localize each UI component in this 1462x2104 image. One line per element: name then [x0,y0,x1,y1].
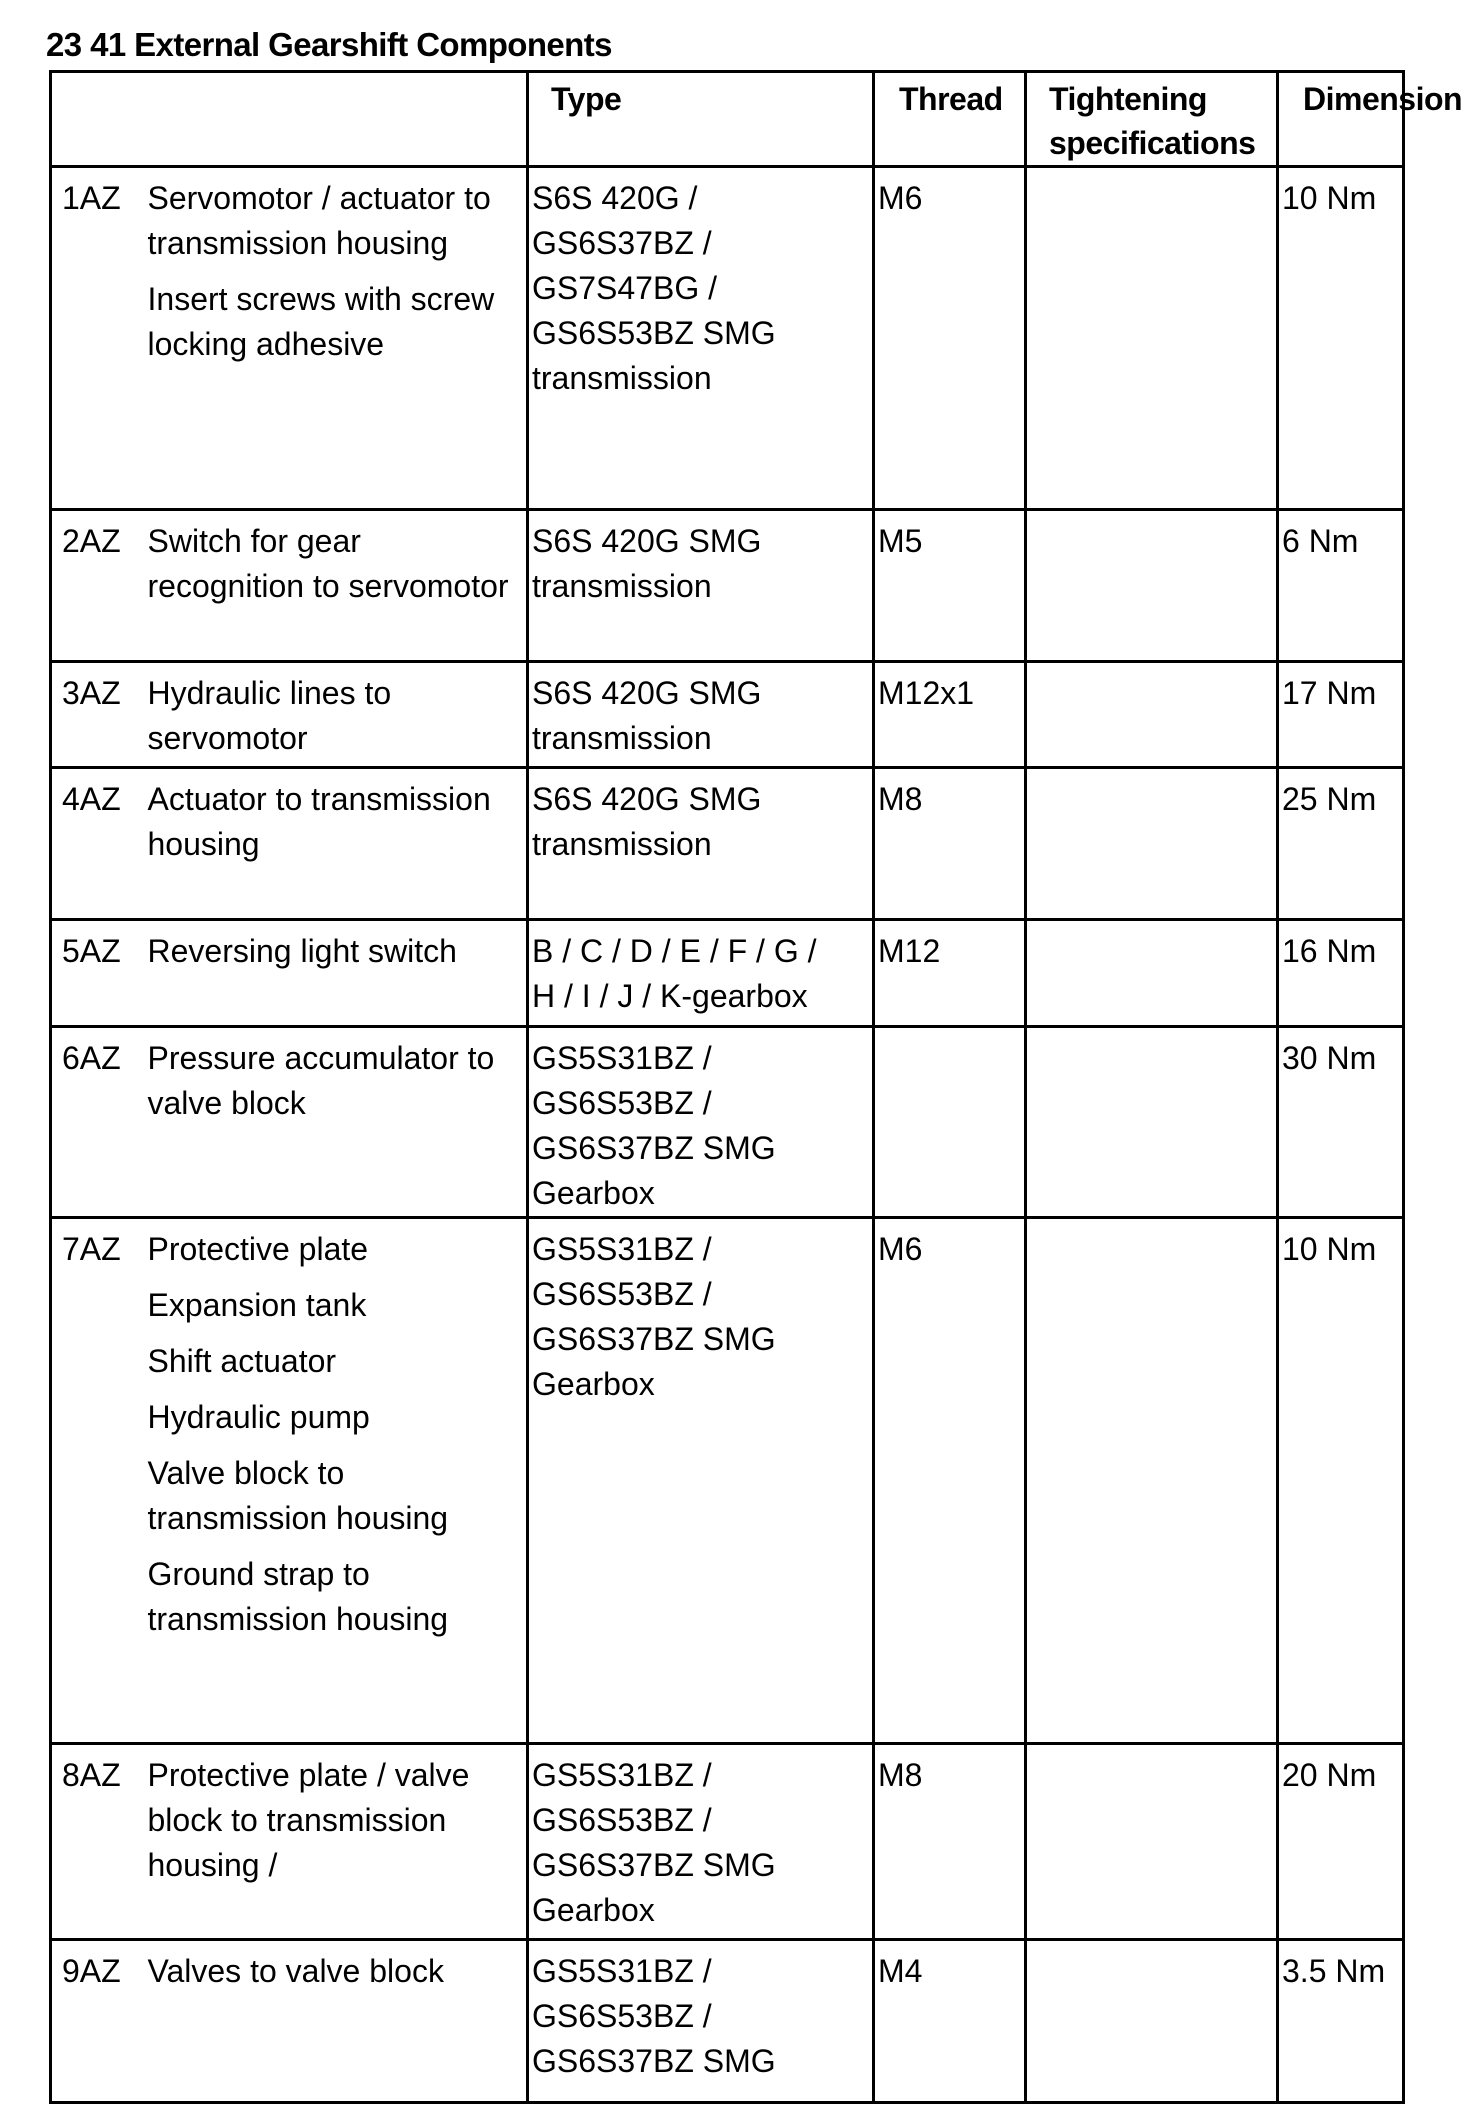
thread-value: M12 [878,933,941,969]
description-cell [146,1218,528,1744]
item-number-cell [51,920,146,1027]
item-number: 9AZ [62,1953,121,1989]
description [146,168,527,367]
thread-value: M8 [878,781,923,817]
item-number-cell [51,167,146,510]
dimension-value: 25 Nm [1282,781,1377,817]
item-number: 1AZ [62,180,121,216]
table-row [51,1027,1404,1218]
thread-cell [874,662,1026,768]
description-line: Hydraulic pump [147,1399,370,1435]
dimension-value: 10 Nm [1282,180,1377,216]
dimension-value: 20 Nm [1282,1757,1377,1793]
tightening-cell [1026,662,1278,768]
dimension-cell [1278,1940,1404,2103]
dimension-cell [1278,662,1404,768]
type-cell [528,1744,874,1940]
item-number-cell [51,662,146,768]
type-value: S6S 420G / GS6S37BZ / GS7S47BG / GS6S53BZ SMG transmission [532,180,776,396]
item-number-cell [51,1940,146,2103]
item-number-cell [51,1027,146,1218]
header-tightening-label: Tightening specifications [1049,81,1256,161]
thread-value: M5 [878,523,923,559]
description [146,1941,527,1994]
thread-cell [874,1744,1026,1940]
dimension-cell [1278,768,1404,920]
description-cell [146,662,528,768]
description-cell [146,1940,528,2103]
table-row [51,510,1404,662]
type-cell [528,768,874,920]
description-cell [146,920,528,1027]
type-cell [528,920,874,1027]
tightening-cell [1026,768,1278,920]
description-line: Hydraulic lines to servomotor [147,675,392,756]
thread-cell [874,768,1026,920]
dimension-value: 17 Nm [1282,675,1377,711]
type-value: GS5S31BZ / GS6S53BZ / GS6S37BZ SMG Gearbox [532,1231,776,1402]
dimension-value: 3.5 Nm [1282,1953,1386,1989]
description [146,921,527,974]
tightening-torque-table [49,70,1462,2104]
description [146,1219,527,1642]
dimension-value: 10 Nm [1282,1231,1377,1267]
description-line: Protective plate [147,1231,369,1267]
description-cell [146,1027,528,1218]
type-value: S6S 420G SMG transmission [532,523,762,604]
tightening-value [1027,921,1276,929]
description [146,663,527,761]
header-tightening [1026,72,1278,167]
description [146,511,527,609]
description-line: Shift actuator [147,1343,337,1379]
header-thread-label: Thread [899,81,1003,117]
type-cell [528,1940,874,2103]
tightening-value [1027,1028,1276,1036]
description-line: Pressure accumulator to valve block [147,1040,495,1121]
description-line: Valves to valve block [147,1953,444,1989]
description-cell [146,768,528,920]
type-value: S6S 420G SMG transmission [532,781,762,862]
tightening-cell [1026,167,1278,510]
table-row [51,1940,1404,2103]
description-line: Servomotor / actuator to transmission housing [147,180,491,261]
type-value: B / C / D / E / F / G / H / I / J / K-gearbox [532,933,817,1014]
type-value: GS5S31BZ / GS6S53BZ / GS6S37BZ SMG Gearbox [532,1040,776,1211]
tightening-value [1027,511,1276,519]
description [146,1745,527,1888]
thread-value: M12x1 [878,675,975,711]
tightening-value [1027,168,1276,176]
header-dimension-label: Dimension [1303,81,1462,117]
tightening-value [1027,769,1276,777]
tightening-cell [1026,1940,1278,2103]
description [146,1028,527,1126]
item-number: 4AZ [62,781,121,817]
thread-cell [874,510,1026,662]
item-number: 6AZ [62,1040,121,1076]
header-type-label: Type [551,81,622,117]
header-type [528,72,874,167]
thread-value: M6 [878,1231,923,1267]
tightening-value [1027,663,1276,671]
header-thread [874,72,1026,167]
thread-cell [874,920,1026,1027]
table-row [51,1218,1404,1744]
tightening-value [1027,1941,1276,1949]
description-line: Expansion tank [147,1287,367,1323]
description-line: Actuator to transmission housing [147,781,491,862]
type-cell [528,510,874,662]
thread-cell [874,1027,1026,1218]
dimension-cell [1278,167,1404,510]
thread-cell [874,1218,1026,1744]
item-number: 7AZ [62,1231,121,1267]
description-line: Insert screws with screw locking adhesive [147,281,495,362]
thread-value: M4 [878,1953,923,1989]
dimension-value: 6 Nm [1282,523,1359,559]
table-row [51,1744,1404,1940]
item-number: 2AZ [62,523,121,559]
item-number: 8AZ [62,1757,121,1793]
table-row [51,768,1404,920]
table-row [51,920,1404,1027]
header-blank-cell [51,72,528,167]
tightening-cell [1026,920,1278,1027]
description-line: Reversing light switch [147,933,457,969]
tightening-value [1027,1745,1276,1753]
type-cell [528,167,874,510]
type-value: GS5S31BZ / GS6S53BZ / GS6S37BZ SMG Gearbox [532,1757,776,1928]
table-row [51,167,1404,510]
type-value: S6S 420G SMG transmission [532,675,762,756]
tightening-value [1027,1219,1276,1227]
dimension-cell [1278,1027,1404,1218]
type-cell [528,1218,874,1744]
description-line: Valve block to transmission housing [147,1455,449,1536]
type-cell [528,1027,874,1218]
table-row [51,662,1404,768]
dimension-cell [1278,920,1404,1027]
header-dimension [1278,72,1462,167]
dimension-cell [1278,1218,1404,1744]
thread-value: M8 [878,1757,923,1793]
description-cell [146,167,528,510]
item-number: 3AZ [62,675,121,711]
description-cell [146,510,528,662]
description-line: Ground strap to transmission housing [147,1556,449,1637]
item-number-cell [51,1744,146,1940]
tightening-cell [1026,1744,1278,1940]
description-cell [146,1744,528,1940]
item-number-cell [51,768,146,920]
type-cell [528,662,874,768]
dimension-value: 16 Nm [1282,933,1377,969]
dimension-cell [1278,1744,1404,1940]
thread-value [875,1028,1024,1036]
description-line: Protective plate / valve block to transmission housing / [147,1757,470,1883]
dimension-value: 30 Nm [1282,1040,1377,1076]
type-value: GS5S31BZ / GS6S53BZ / GS6S37BZ SMG [532,1953,776,2079]
tightening-cell [1026,1027,1278,1218]
item-number-cell [51,510,146,662]
description [146,769,527,867]
tightening-cell [1026,1218,1278,1744]
thread-cell [874,1940,1026,2103]
item-number-cell [51,1218,146,1744]
thread-value: M6 [878,180,923,216]
tightening-cell [1026,510,1278,662]
thread-cell [874,167,1026,510]
page-title: 23 41 External Gearshift Components [46,26,612,63]
item-number: 5AZ [62,933,121,969]
description-line: Switch for gear recognition to servomotor [147,523,509,604]
dimension-cell [1278,510,1404,662]
table-header-row [51,72,1404,167]
